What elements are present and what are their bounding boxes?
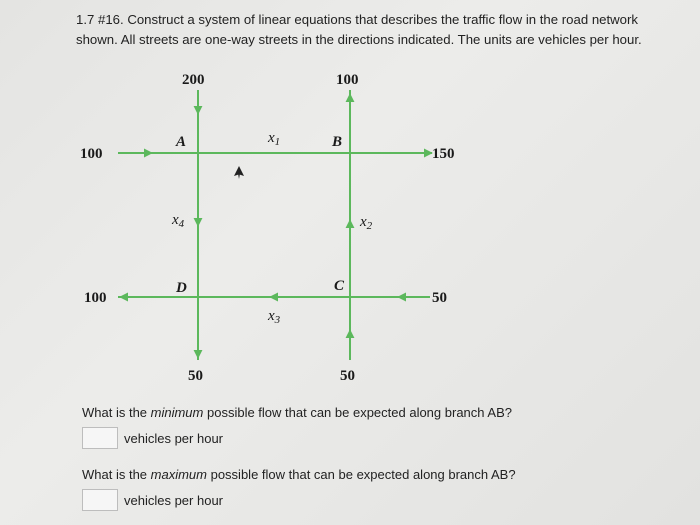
unit-label-minimum: vehicles per hour [124, 430, 223, 446]
problem-statement: 1.7 #16. Construct a system of linear equations that describes the traffic flow in the road network shown. All streets are one-way streets in the directions indicated. The units are vehicles per hour. [76, 12, 642, 47]
flow-label-left-a: 100 [80, 146, 103, 162]
question-maximum: What is the maximum possible flow that can be expected along branch AB? [82, 467, 516, 482]
node-label-a: A [176, 134, 187, 150]
variable-x2: $x_2$ [360, 214, 373, 232]
unit-label-maximum: vehicles per hour [124, 492, 223, 508]
flow-label-top-a: 200 [182, 72, 205, 88]
flow-label-right-b: 150 [432, 146, 455, 162]
node-label-d: D [176, 280, 187, 296]
maximum-flow-input[interactable] [82, 489, 118, 511]
answer-row-minimum [82, 427, 223, 449]
minimum-flow-input[interactable] [82, 427, 118, 449]
answer-row-maximum [82, 489, 223, 511]
variable-x4: $x_4$ [172, 212, 185, 230]
variable-x3: $x_3$ [268, 308, 281, 326]
node-label-c: C [334, 278, 345, 294]
flow-label-left-d: 100 [84, 290, 107, 306]
flow-label-bottom-d: 50 [188, 368, 203, 384]
mouse-pointer-icon [233, 166, 245, 180]
question-minimum: What is the minimum possible flow that can be expected along branch AB? [82, 405, 512, 420]
variable-x1: $x_1$ [268, 130, 281, 148]
question-maximum-emphasis: maximum [150, 467, 207, 482]
flow-label-bottom-c: 50 [340, 368, 355, 384]
flow-label-right-c: 50 [432, 290, 447, 306]
question-minimum-emphasis: minimum [150, 405, 204, 420]
flow-label-top-b: 100 [336, 72, 359, 88]
node-label-b: B [332, 134, 343, 150]
